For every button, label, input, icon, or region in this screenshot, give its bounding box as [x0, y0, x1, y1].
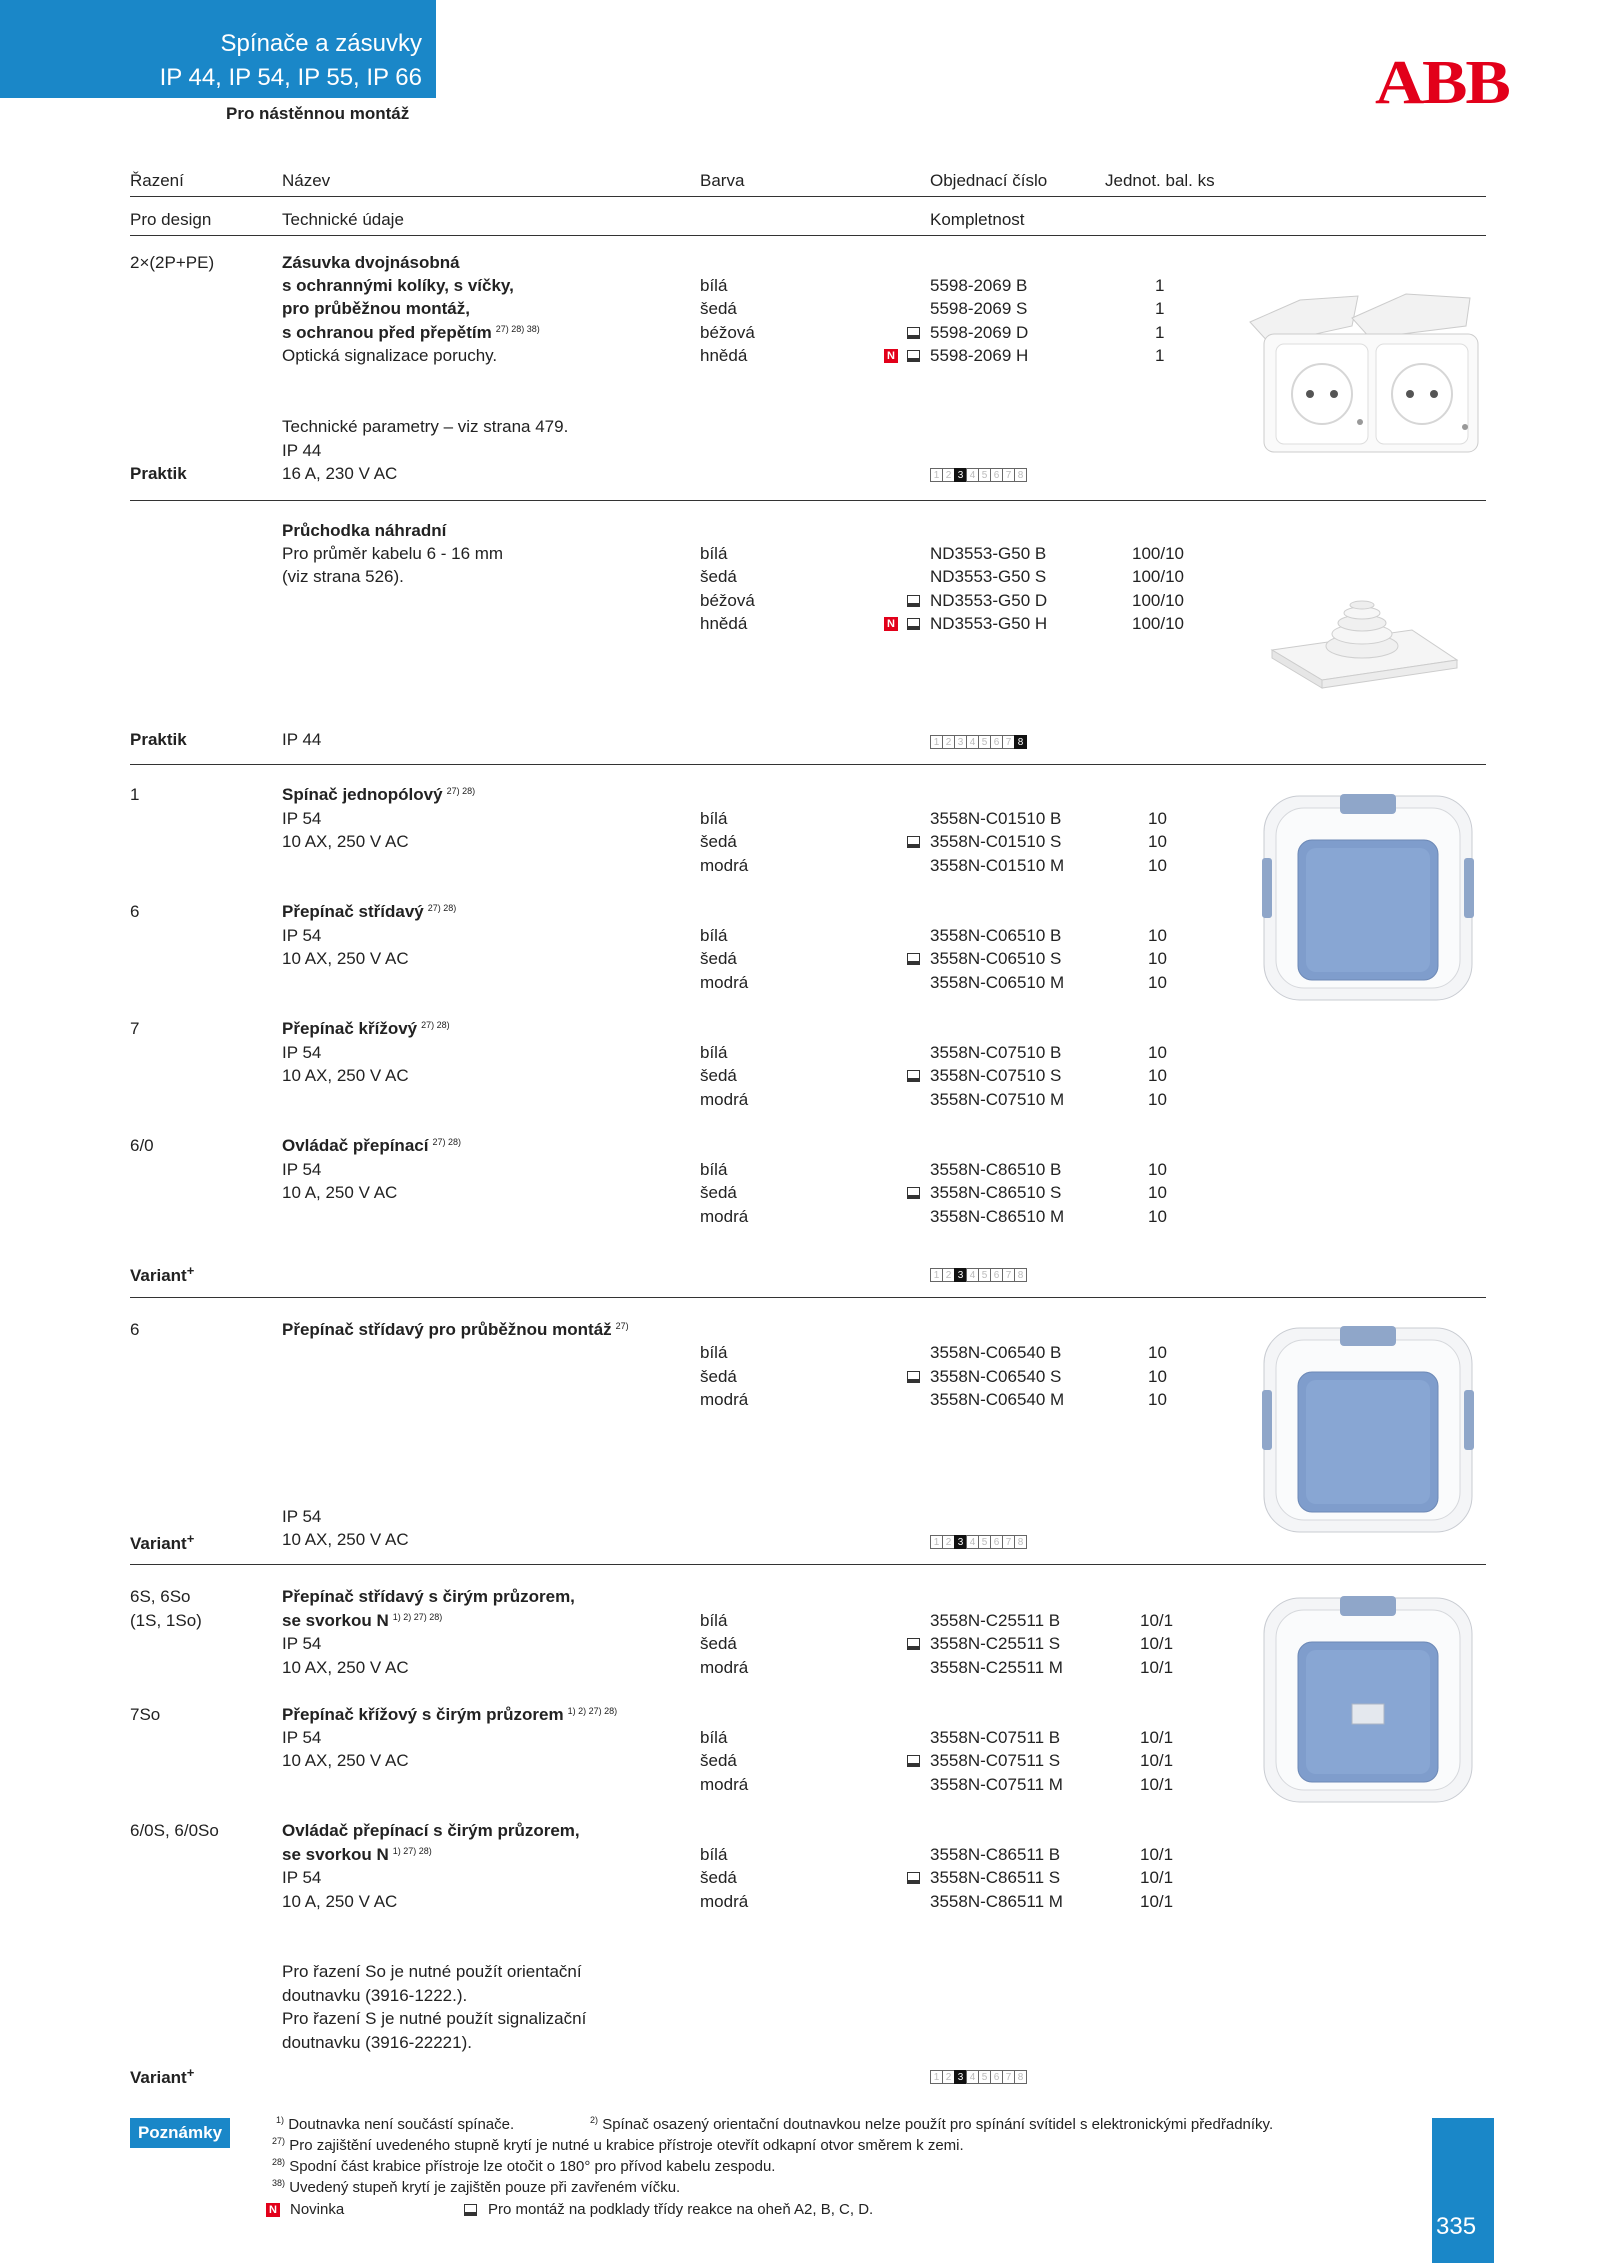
s3-qty: 10 [1148, 809, 1167, 828]
s5-extra2: doutnavku (3916-1222.). [282, 1986, 468, 2005]
s2-order: ND3553-G50 D [930, 591, 1048, 610]
note-27-text: Pro zajištění uvedeného stupně krytí je nutné u krabice přístroje otevřít odkapní otvor směrem k zemi. [289, 2137, 964, 2154]
page-subtitle: Pro nástěnnou montáž [226, 104, 410, 123]
s3-color: modrá [700, 973, 749, 992]
s3-order: 3558N-C07510 B [930, 1043, 1062, 1062]
s3-qty: 10 [1148, 973, 1167, 992]
s3-name-line [282, 903, 456, 921]
scale-digit: 6 [990, 735, 1003, 749]
s3-qty: 10 [1148, 949, 1167, 968]
scale-digit: 5 [978, 468, 991, 482]
s5-color: modrá [700, 1775, 749, 1794]
s3-ip: IP 54 [282, 809, 322, 828]
s5-name2-line [282, 1846, 432, 1864]
s2-color: bílá [700, 544, 728, 563]
s3-qty: 10 [1148, 1183, 1167, 1202]
s4-qty: 10 [1148, 1343, 1167, 1362]
note-28-text: Spodní část krabice přístroje lze otočit o 180° pro přívod kabelu zespodu. [289, 2158, 776, 2175]
scale-digit: 2 [942, 1535, 955, 1549]
scale-digit: 2 [942, 735, 955, 749]
s4-code: 6 [130, 1320, 140, 1339]
s5-qty: 10/1 [1140, 1845, 1174, 1864]
section-rule [130, 500, 1486, 501]
s1-order: 5598-2069 H [930, 346, 1029, 365]
s4-color: modrá [700, 1390, 749, 1409]
new-product-icon: N [884, 617, 898, 631]
s4-name-line [282, 1321, 629, 1339]
scale-digit: 6 [990, 468, 1003, 482]
s2-name2: Pro průměr kabelu 6 - 16 mm [282, 544, 504, 563]
note-27 [268, 2137, 964, 2154]
completeness-scale [931, 1535, 1027, 1549]
note-new-label: Novinka [290, 2201, 345, 2218]
s3-color: modrá [700, 1207, 749, 1226]
scale-digit: 7 [1002, 1268, 1015, 1282]
s3-order: 3558N-C01510 B [930, 809, 1062, 828]
s3-sup: 27) 28) [427, 903, 457, 913]
s5-name2-line [282, 1612, 442, 1630]
header-title-box [0, 0, 436, 98]
s3-name-line [282, 1020, 450, 1038]
page-number-box [1432, 2118, 1494, 2263]
s5-qty: 10/1 [1140, 1658, 1174, 1677]
scale-digit: 5 [978, 735, 991, 749]
s5-qty: 10/1 [1140, 1751, 1174, 1770]
s3-qty: 10 [1148, 1066, 1167, 1085]
header-title-line2: IP 44, IP 54, IP 55, IP 66 [159, 64, 422, 91]
s3-qty: 10 [1148, 832, 1167, 851]
s4-ip: IP 54 [282, 1507, 322, 1526]
s3-order: 3558N-C06510 B [930, 926, 1062, 945]
s5-order: 3558N-C25511 S [930, 1634, 1061, 1653]
s5-order: 3558N-C07511 S [930, 1751, 1061, 1770]
s2-name: Průchodka náhradní [282, 521, 447, 540]
s2-order: ND3553-G50 H [930, 614, 1048, 633]
s3-name-line [282, 786, 475, 804]
s3-design-line [130, 1262, 194, 1285]
s5-extra4: doutnavku (3916-22221). [282, 2033, 472, 2052]
box-mount-icon [464, 2204, 477, 2216]
s5-name2: se svorkou N [282, 1845, 389, 1864]
s2-color: šedá [700, 567, 737, 586]
s5-color: modrá [700, 1892, 749, 1911]
s2-tech: IP 44 [282, 730, 322, 749]
s5-order: 3558N-C86511 S [930, 1868, 1061, 1887]
s2-qty: 100/10 [1132, 544, 1184, 563]
scale-digit: 2 [942, 468, 955, 482]
s1-qty: 1 [1155, 323, 1165, 342]
col-header-razeni: Řazení [130, 171, 184, 190]
s3-rating: 10 A, 250 V AC [282, 1183, 398, 1202]
s5-name: Přepínač křížový s čirým průzorem [282, 1705, 564, 1724]
s1-order: 5598-2069 B [930, 276, 1028, 295]
note-2 [586, 2116, 1273, 2133]
s3-order: 3558N-C06510 S [930, 949, 1062, 968]
box-mount-icon [907, 327, 920, 339]
note-38-text: Uvedený stupeň krytí je zajištěn pouze při zavřeném víčku. [289, 2179, 681, 2196]
s5-qty: 10/1 [1140, 1775, 1174, 1794]
s3-ip: IP 54 [282, 926, 322, 945]
header-rule [130, 196, 1486, 197]
s5-order: 3558N-C25511 M [930, 1658, 1063, 1677]
s5-order: 3558N-C86511 B [930, 1845, 1061, 1864]
s3-order: 3558N-C07510 S [930, 1066, 1062, 1085]
scale-digit: 4 [966, 1268, 979, 1282]
s4-order: 3558N-C06540 S [930, 1367, 1062, 1386]
box-mount-icon [907, 1872, 920, 1884]
completeness-scale [931, 468, 1027, 482]
scale-digit: 1 [930, 468, 943, 482]
s3-sup: 27) 28) [432, 1137, 461, 1147]
s3-order: 3558N-C86510 B [930, 1160, 1062, 1179]
scale-digit: 2 [942, 2070, 955, 2084]
s3-ip: IP 54 [282, 1160, 322, 1179]
s3-design-sup: + [186, 1263, 195, 1278]
s1-qty: 1 [1155, 346, 1165, 365]
s5-sup: 1) 2) 27) 28) [567, 1706, 618, 1716]
s4-qty: 10 [1148, 1367, 1167, 1386]
s5-design-line [130, 2064, 194, 2087]
s1-tech1: Technické parametry – viz strana 479. [282, 417, 569, 436]
notes-label: Poznámky [130, 2118, 230, 2148]
col-header-technicke: Technické údaje [282, 210, 404, 229]
s5-design: Variant [130, 2068, 187, 2087]
s1-order: 5598-2069 D [930, 323, 1029, 342]
s3-color: šedá [700, 1183, 737, 1202]
s2-color: hnědá [700, 614, 748, 633]
s5-order: 3558N-C86511 M [930, 1892, 1063, 1911]
s1-name5: Optická signalizace poruchy. [282, 346, 498, 365]
scale-digit-active: 8 [1014, 735, 1027, 749]
s1-tech3: 16 A, 230 V AC [282, 464, 398, 483]
s3-design: Variant [130, 1266, 187, 1285]
s2-qty: 100/10 [1132, 567, 1184, 586]
s5-color: bílá [700, 1845, 728, 1864]
s3-color: modrá [700, 1090, 749, 1109]
scale-digit-active: 3 [954, 1535, 967, 1549]
scale-digit-active: 3 [954, 2070, 967, 2084]
s4-qty: 10 [1148, 1390, 1167, 1409]
s1-name4-line [282, 324, 540, 342]
col-header-objednaci: Objednací číslo [930, 171, 1048, 190]
s5-ip: IP 54 [282, 1634, 322, 1653]
s5-qty: 10/1 [1140, 1611, 1174, 1630]
s3-code: 7 [130, 1019, 140, 1038]
s3-color: šedá [700, 1066, 737, 1085]
double-socket-image [1240, 282, 1488, 458]
s5-ip: IP 54 [282, 1868, 322, 1887]
scale-digit: 4 [966, 735, 979, 749]
s5-qty: 10/1 [1140, 1728, 1174, 1747]
box-mount-icon [907, 350, 920, 362]
box-mount-icon [907, 953, 920, 965]
note-1-mark: 1) [276, 2115, 285, 2125]
s1-name4: s ochranou před přepětím [282, 323, 492, 342]
s3-name: Přepínač střídavý [282, 902, 424, 921]
col-header-barva: Barva [700, 171, 745, 190]
s5-order: 3558N-C07511 M [930, 1775, 1063, 1794]
s3-ip: IP 54 [282, 1043, 322, 1062]
section-rule [130, 764, 1486, 765]
completeness-scale [931, 2070, 1027, 2084]
s3-rating: 10 AX, 250 V AC [282, 949, 409, 968]
s5-order: 3558N-C07511 B [930, 1728, 1061, 1747]
box-mount-icon [907, 1187, 920, 1199]
s3-qty: 10 [1148, 926, 1167, 945]
s5-color: bílá [700, 1728, 728, 1747]
new-product-icon: N [266, 2203, 280, 2217]
s2-qty: 100/10 [1132, 614, 1184, 633]
page-number: 335 [1436, 2213, 1477, 2240]
s5-color: bílá [700, 1611, 728, 1630]
s1-color: béžová [700, 323, 755, 342]
s1-name2: s ochrannými kolíky, s víčky, [282, 276, 514, 295]
s1-qty: 1 [1155, 299, 1165, 318]
s5-design-sup: + [186, 2065, 195, 2080]
scale-digit: 5 [978, 1535, 991, 1549]
s5-name-line [282, 1706, 617, 1724]
s5-order: 3558N-C25511 B [930, 1611, 1061, 1630]
box-mount-icon [907, 836, 920, 848]
s5-name: Ovládač přepínací s čirým průzorem, [282, 1821, 580, 1840]
scale-digit: 4 [966, 1535, 979, 1549]
col-header-nazev: Název [282, 171, 331, 190]
s3-qty: 10 [1148, 1043, 1167, 1062]
s3-name: Přepínač křížový [282, 1019, 418, 1038]
note-28-mark: 28) [272, 2157, 286, 2167]
s3-qty: 10 [1148, 1207, 1167, 1226]
note-27-mark: 27) [272, 2136, 286, 2146]
s3-name-line [282, 1137, 461, 1155]
s5-qty: 10/1 [1140, 1634, 1174, 1653]
box-mount-icon [907, 1070, 920, 1082]
s5-code: 6S, 6So [130, 1587, 191, 1606]
s3-order: 3558N-C86510 S [930, 1183, 1062, 1202]
scale-digit-active: 3 [954, 1268, 967, 1282]
s3-color: šedá [700, 832, 737, 851]
s3-order: 3558N-C06510 M [930, 973, 1065, 992]
s4-order: 3558N-C06540 M [930, 1390, 1065, 1409]
scale-digit: 7 [1002, 735, 1015, 749]
switch-image [1258, 1320, 1480, 1538]
box-mount-icon [907, 1371, 920, 1383]
s3-color: bílá [700, 1160, 728, 1179]
s5-code2: (1S, 1So) [130, 1611, 202, 1630]
s5-name2: se svorkou N [282, 1611, 389, 1630]
s3-order: 3558N-C01510 S [930, 832, 1062, 851]
s5-qty: 10/1 [1140, 1868, 1174, 1887]
s5-sup: 1) 2) 27) 28) [392, 1612, 443, 1622]
s1-code: 2×(2P+PE) [130, 253, 215, 272]
scale-digit: 6 [990, 2070, 1003, 2084]
col-header-kompletnost: Kompletnost [930, 210, 1025, 229]
s5-color: modrá [700, 1658, 749, 1677]
s4-color: bílá [700, 1343, 728, 1362]
s3-name: Ovládač přepínací [282, 1136, 429, 1155]
s5-sup: 1) 27) 28) [392, 1846, 432, 1856]
note-1 [272, 2116, 514, 2133]
s3-code: 1 [130, 785, 140, 804]
completeness-scale [931, 735, 1027, 749]
s2-order: ND3553-G50 B [930, 544, 1047, 563]
s5-rating: 10 AX, 250 V AC [282, 1751, 409, 1770]
scale-digit: 1 [930, 735, 943, 749]
s5-extra3: Pro řazení S je nutné použít signalizační [282, 2009, 587, 2028]
s3-order: 3558N-C07510 M [930, 1090, 1065, 1109]
s4-rating: 10 AX, 250 V AC [282, 1530, 409, 1549]
s3-code: 6/0 [130, 1136, 154, 1155]
switch-with-window-image [1258, 1590, 1480, 1808]
scale-digit: 4 [966, 468, 979, 482]
s4-design-sup: + [186, 1531, 195, 1546]
s3-sup: 27) 28) [446, 786, 476, 796]
s3-qty: 10 [1148, 856, 1167, 875]
s3-color: šedá [700, 949, 737, 968]
s2-name3: (viz strana 526). [282, 567, 404, 586]
s1-color: šedá [700, 299, 737, 318]
s3-code: 6 [130, 902, 140, 921]
s3-color: bílá [700, 809, 728, 828]
s4-order: 3558N-C06540 B [930, 1343, 1062, 1362]
box-mount-icon [907, 1755, 920, 1767]
s4-design-line [130, 1530, 194, 1553]
scale-digit: 8 [1014, 1268, 1027, 1282]
scale-digit: 1 [930, 1268, 943, 1282]
s1-name3: pro průběžnou montáž, [282, 299, 470, 318]
s5-qty: 10/1 [1140, 1892, 1174, 1911]
scale-digit: 7 [1002, 2070, 1015, 2084]
s3-order: 3558N-C01510 M [930, 856, 1065, 875]
scale-digit: 7 [1002, 468, 1015, 482]
new-product-icon: N [884, 349, 898, 363]
s1-color: bílá [700, 276, 728, 295]
s2-order: ND3553-G50 S [930, 567, 1047, 586]
completeness-scale [931, 1268, 1027, 1282]
scale-digit: 1 [930, 2070, 943, 2084]
s1-design: Praktik [130, 464, 187, 483]
s5-color: šedá [700, 1751, 737, 1770]
scale-digit: 1 [930, 1535, 943, 1549]
header-title-line1: Spínače a zásuvky [220, 30, 422, 57]
note-38-mark: 38) [272, 2178, 286, 2188]
s2-color: béžová [700, 591, 755, 610]
col-header-pro-design: Pro design [130, 210, 212, 229]
scale-digit: 5 [978, 2070, 991, 2084]
scale-digit-active: 3 [954, 468, 967, 482]
switch-image [1258, 788, 1480, 1006]
s1-qty: 1 [1155, 276, 1165, 295]
cable-gland-image [1262, 580, 1462, 690]
s2-design: Praktik [130, 730, 187, 749]
col-header-jednot: Jednot. bal. ks [1105, 171, 1215, 190]
s3-color: bílá [700, 926, 728, 945]
s3-name: Spínač jednopólový [282, 785, 443, 804]
s4-design: Variant [130, 1534, 187, 1553]
note-box-label: Pro montáž na podklady třídy reakce na oheň A2, B, C, D. [488, 2201, 874, 2218]
s5-name: Přepínač střídavý s čirým průzorem, [282, 1587, 575, 1606]
s1-order: 5598-2069 S [930, 299, 1028, 318]
s3-color: modrá [700, 856, 749, 875]
scale-digit: 6 [990, 1535, 1003, 1549]
scale-digit: 2 [942, 1268, 955, 1282]
s5-rating: 10 A, 250 V AC [282, 1892, 398, 1911]
note-1-text: Doutnavka není součástí spínače. [288, 2116, 515, 2133]
s3-color: bílá [700, 1043, 728, 1062]
box-mount-icon [907, 618, 920, 630]
scale-digit: 5 [978, 1268, 991, 1282]
section-rule [130, 1297, 1486, 1298]
s4-color: šedá [700, 1367, 737, 1386]
s5-rating: 10 AX, 250 V AC [282, 1658, 409, 1677]
s1-name: Zásuvka dvojnásobná [282, 253, 460, 272]
s1-color: hnědá [700, 346, 748, 365]
header-rule-2 [130, 235, 1486, 236]
box-mount-icon [907, 595, 920, 607]
s4-sup: 27) [615, 1321, 629, 1331]
s1-tech2: IP 44 [282, 441, 322, 460]
s3-qty: 10 [1148, 1160, 1167, 1179]
section-rule [130, 1564, 1486, 1565]
scale-digit: 7 [1002, 1535, 1015, 1549]
s4-name: Přepínač střídavý pro průběžnou montáž [282, 1320, 612, 1339]
scale-digit: 8 [1014, 468, 1027, 482]
box-mount-icon [907, 1638, 920, 1650]
s5-color: šedá [700, 1868, 737, 1887]
scale-digit: 4 [966, 2070, 979, 2084]
scale-digit: 3 [954, 735, 967, 749]
note-2-mark: 2) [590, 2115, 599, 2125]
s2-qty: 100/10 [1132, 591, 1184, 610]
s5-extra1: Pro řazení So je nutné použít orientační [282, 1962, 582, 1981]
abb-logo: ABB [1375, 49, 1509, 117]
s5-code: 6/0S, 6/0So [130, 1821, 219, 1840]
s1-name4-sup: 27) 28) 38) [495, 324, 540, 334]
s5-color: šedá [700, 1634, 737, 1653]
note-28 [268, 2158, 775, 2175]
s3-sup: 27) 28) [421, 1020, 450, 1030]
scale-digit: 8 [1014, 2070, 1027, 2084]
s3-order: 3558N-C86510 M [930, 1207, 1065, 1226]
note-38 [268, 2179, 680, 2196]
s3-rating: 10 AX, 250 V AC [282, 1066, 409, 1085]
note-2-text: Spínač osazený orientační doutnavkou nelze použít pro spínání svítidel s elektronickými předřadníky. [602, 2116, 1274, 2133]
scale-digit: 8 [1014, 1535, 1027, 1549]
s3-qty: 10 [1148, 1090, 1167, 1109]
s5-ip: IP 54 [282, 1728, 322, 1747]
scale-digit: 6 [990, 1268, 1003, 1282]
s5-code: 7So [130, 1705, 161, 1724]
s3-rating: 10 AX, 250 V AC [282, 832, 409, 851]
